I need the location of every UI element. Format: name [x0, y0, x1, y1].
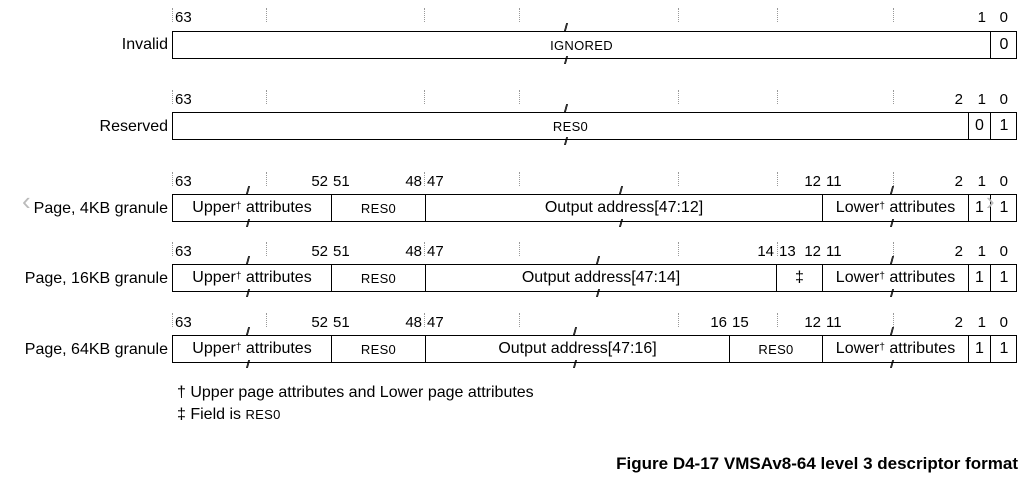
break-mark: // [890, 288, 893, 300]
descriptor-box [172, 112, 1017, 140]
bit-label: 48 [405, 314, 422, 331]
field-lower-attributes [823, 195, 968, 221]
bit-label: 48 [405, 173, 422, 190]
tick [266, 242, 267, 256]
tick [172, 313, 173, 327]
bit-label: 63 [175, 91, 192, 108]
tick [893, 8, 894, 22]
field-res0: RES0 [360, 200, 397, 216]
break-mark: // [564, 22, 567, 34]
tick [519, 172, 520, 186]
bit-label: 0 [999, 243, 1008, 260]
tick [266, 172, 267, 186]
bit-label: 12 [804, 314, 821, 331]
break-mark: // [619, 185, 622, 197]
tick [172, 242, 173, 256]
attributes-label: attributes [245, 340, 312, 357]
field-bit0: 0 [999, 36, 1009, 53]
bit-label: 63 [175, 243, 192, 260]
bit-label: 16 [710, 314, 727, 331]
footnote-text: ‡ Field is [177, 406, 246, 423]
field-bit1: 1 [975, 269, 984, 286]
field-res0: RES0 [758, 341, 794, 357]
tick [678, 242, 679, 256]
bit-label: 47 [427, 243, 444, 260]
break-mark: // [890, 255, 893, 267]
tick [678, 8, 679, 22]
bit-label: 2 [954, 314, 963, 331]
break-mark: // [890, 185, 893, 197]
tick [777, 172, 778, 186]
tick [266, 313, 267, 327]
tick [893, 172, 894, 186]
field-res0: RES0 [552, 118, 589, 134]
field-output-address: Output address[47:16] [498, 340, 657, 357]
dagger-mark: † [235, 341, 242, 353]
next-arrow-icon[interactable]: › [986, 186, 995, 216]
bit-label: 11 [826, 314, 842, 331]
break-mark: // [564, 103, 567, 115]
bit-label: 2 [954, 173, 963, 190]
bit-label: 52 [311, 243, 328, 260]
tick [172, 172, 173, 186]
break-mark: // [890, 359, 893, 371]
break-mark: // [564, 136, 567, 148]
upper-label: Upper [192, 199, 236, 216]
bit-label: 0 [999, 314, 1008, 331]
dagger-mark: † [879, 341, 885, 353]
bit-label: 63 [175, 9, 192, 26]
row-label: Page, 16KB granule [24, 270, 168, 287]
tick [777, 90, 778, 104]
bit-label: 52 [311, 173, 328, 190]
lower-label: Lower [835, 340, 880, 357]
tick [519, 8, 520, 22]
bit-label: 1 [977, 173, 986, 190]
break-mark: // [246, 326, 249, 338]
break-mark: // [890, 218, 893, 230]
bit-label: 47 [427, 173, 444, 190]
bit-label: 0 [999, 173, 1008, 190]
bit-label: 48 [405, 243, 422, 260]
break-mark: // [246, 185, 249, 197]
bit-label: 0 [999, 91, 1008, 108]
bit-label: 2 [954, 91, 963, 108]
tick [424, 90, 425, 104]
lower-label: Lower [835, 199, 880, 216]
break-mark: // [596, 255, 599, 267]
field-lower-attributes [823, 265, 968, 291]
break-mark: // [246, 255, 249, 267]
bit-label: 12 [804, 173, 821, 190]
attributes-label: attributes [245, 269, 312, 286]
field-upper-attributes [173, 265, 331, 291]
attributes-label: attributes [245, 199, 312, 216]
dagger-mark: † [879, 200, 885, 212]
bit-label: 1 [977, 91, 986, 108]
break-mark: // [890, 326, 893, 338]
break-mark: // [573, 359, 576, 371]
dagger-mark: † [879, 270, 885, 282]
bit-label: 2 [954, 243, 963, 260]
attributes-label: attributes [889, 269, 956, 286]
field-bit0: 1 [999, 340, 1009, 357]
bit-label: 1 [977, 9, 986, 26]
bit-label: 11 [826, 173, 842, 190]
field-ignored: IGNORED [550, 37, 613, 53]
footnote-res0: RES0 [245, 407, 281, 422]
field-upper-attributes [173, 195, 331, 221]
field-upper-attributes [173, 336, 331, 362]
break-mark: // [573, 326, 576, 338]
bit-label: 47 [427, 314, 444, 331]
upper-label: Upper [192, 269, 236, 286]
tick [266, 8, 267, 22]
bit-label: 1 [977, 243, 986, 260]
field-bit0: 1 [999, 269, 1009, 286]
field-bit0: 1 [999, 117, 1009, 134]
break-mark: // [246, 288, 249, 300]
bit-label: 51 [333, 243, 350, 260]
bit-label: 63 [175, 173, 192, 190]
field-res0-double-dagger: ‡ [795, 269, 804, 286]
tick [424, 172, 425, 186]
break-mark: // [246, 218, 249, 230]
figure-caption: Figure D4-17 VMSAv8-64 level 3 descriptor format [616, 454, 1018, 473]
bit-label: 63 [175, 314, 192, 331]
bit-label: 14 [757, 243, 774, 260]
field-bit1: 0 [975, 117, 984, 134]
row-label: Invalid [121, 36, 168, 53]
tick [519, 313, 520, 327]
tick [678, 313, 679, 327]
bit-label: 15 [732, 314, 749, 331]
tick [777, 8, 778, 22]
previous-arrow-icon[interactable]: ‹ [22, 186, 31, 216]
tick [893, 313, 894, 327]
break-mark: // [564, 55, 567, 67]
tick [893, 90, 894, 104]
row-label: Page, 4KB granule [33, 200, 168, 217]
tick [519, 242, 520, 256]
dagger-mark: † [235, 200, 242, 212]
tick [519, 90, 520, 104]
tick [777, 242, 778, 256]
bit-label: 51 [333, 314, 350, 331]
attributes-label: attributes [889, 340, 956, 357]
bit-label: 51 [333, 173, 350, 190]
field-res0: RES0 [360, 270, 397, 286]
lower-label: Lower [835, 269, 880, 286]
tick [266, 90, 267, 104]
bit-label: 52 [311, 314, 328, 331]
tick [424, 313, 425, 327]
bit-label: 12 [804, 243, 821, 260]
field-lower-attributes [823, 336, 968, 362]
break-mark: // [619, 218, 622, 230]
tick [777, 313, 778, 327]
field-res0: RES0 [360, 341, 397, 357]
break-mark: // [596, 288, 599, 300]
tick [424, 8, 425, 22]
bit-label: 13 [779, 243, 796, 260]
field-output-address: Output address[47:12] [544, 199, 704, 216]
tick [424, 242, 425, 256]
tick [678, 90, 679, 104]
tick [172, 8, 173, 22]
row-label: Page, 64KB granule [24, 341, 168, 358]
break-mark: // [246, 359, 249, 371]
descriptor-box [172, 31, 1017, 59]
field-bit0: 1 [999, 199, 1009, 216]
tick [678, 172, 679, 186]
upper-label: Upper [192, 340, 236, 357]
field-bit1: 1 [975, 199, 984, 216]
bit-label: 11 [826, 243, 842, 260]
dagger-mark: † [235, 270, 242, 282]
field-output-address: Output address[47:14] [521, 269, 681, 286]
footnote-double-dagger [177, 406, 281, 424]
attributes-label: attributes [889, 199, 956, 216]
footnote-dagger: † Upper page attributes and Lower page attributes [177, 384, 534, 401]
tick [172, 90, 173, 104]
tick [893, 242, 894, 256]
row-label: Reserved [99, 118, 168, 135]
bit-label: 0 [999, 9, 1008, 26]
bit-label: 1 [977, 314, 986, 331]
field-bit1: 1 [975, 340, 984, 357]
